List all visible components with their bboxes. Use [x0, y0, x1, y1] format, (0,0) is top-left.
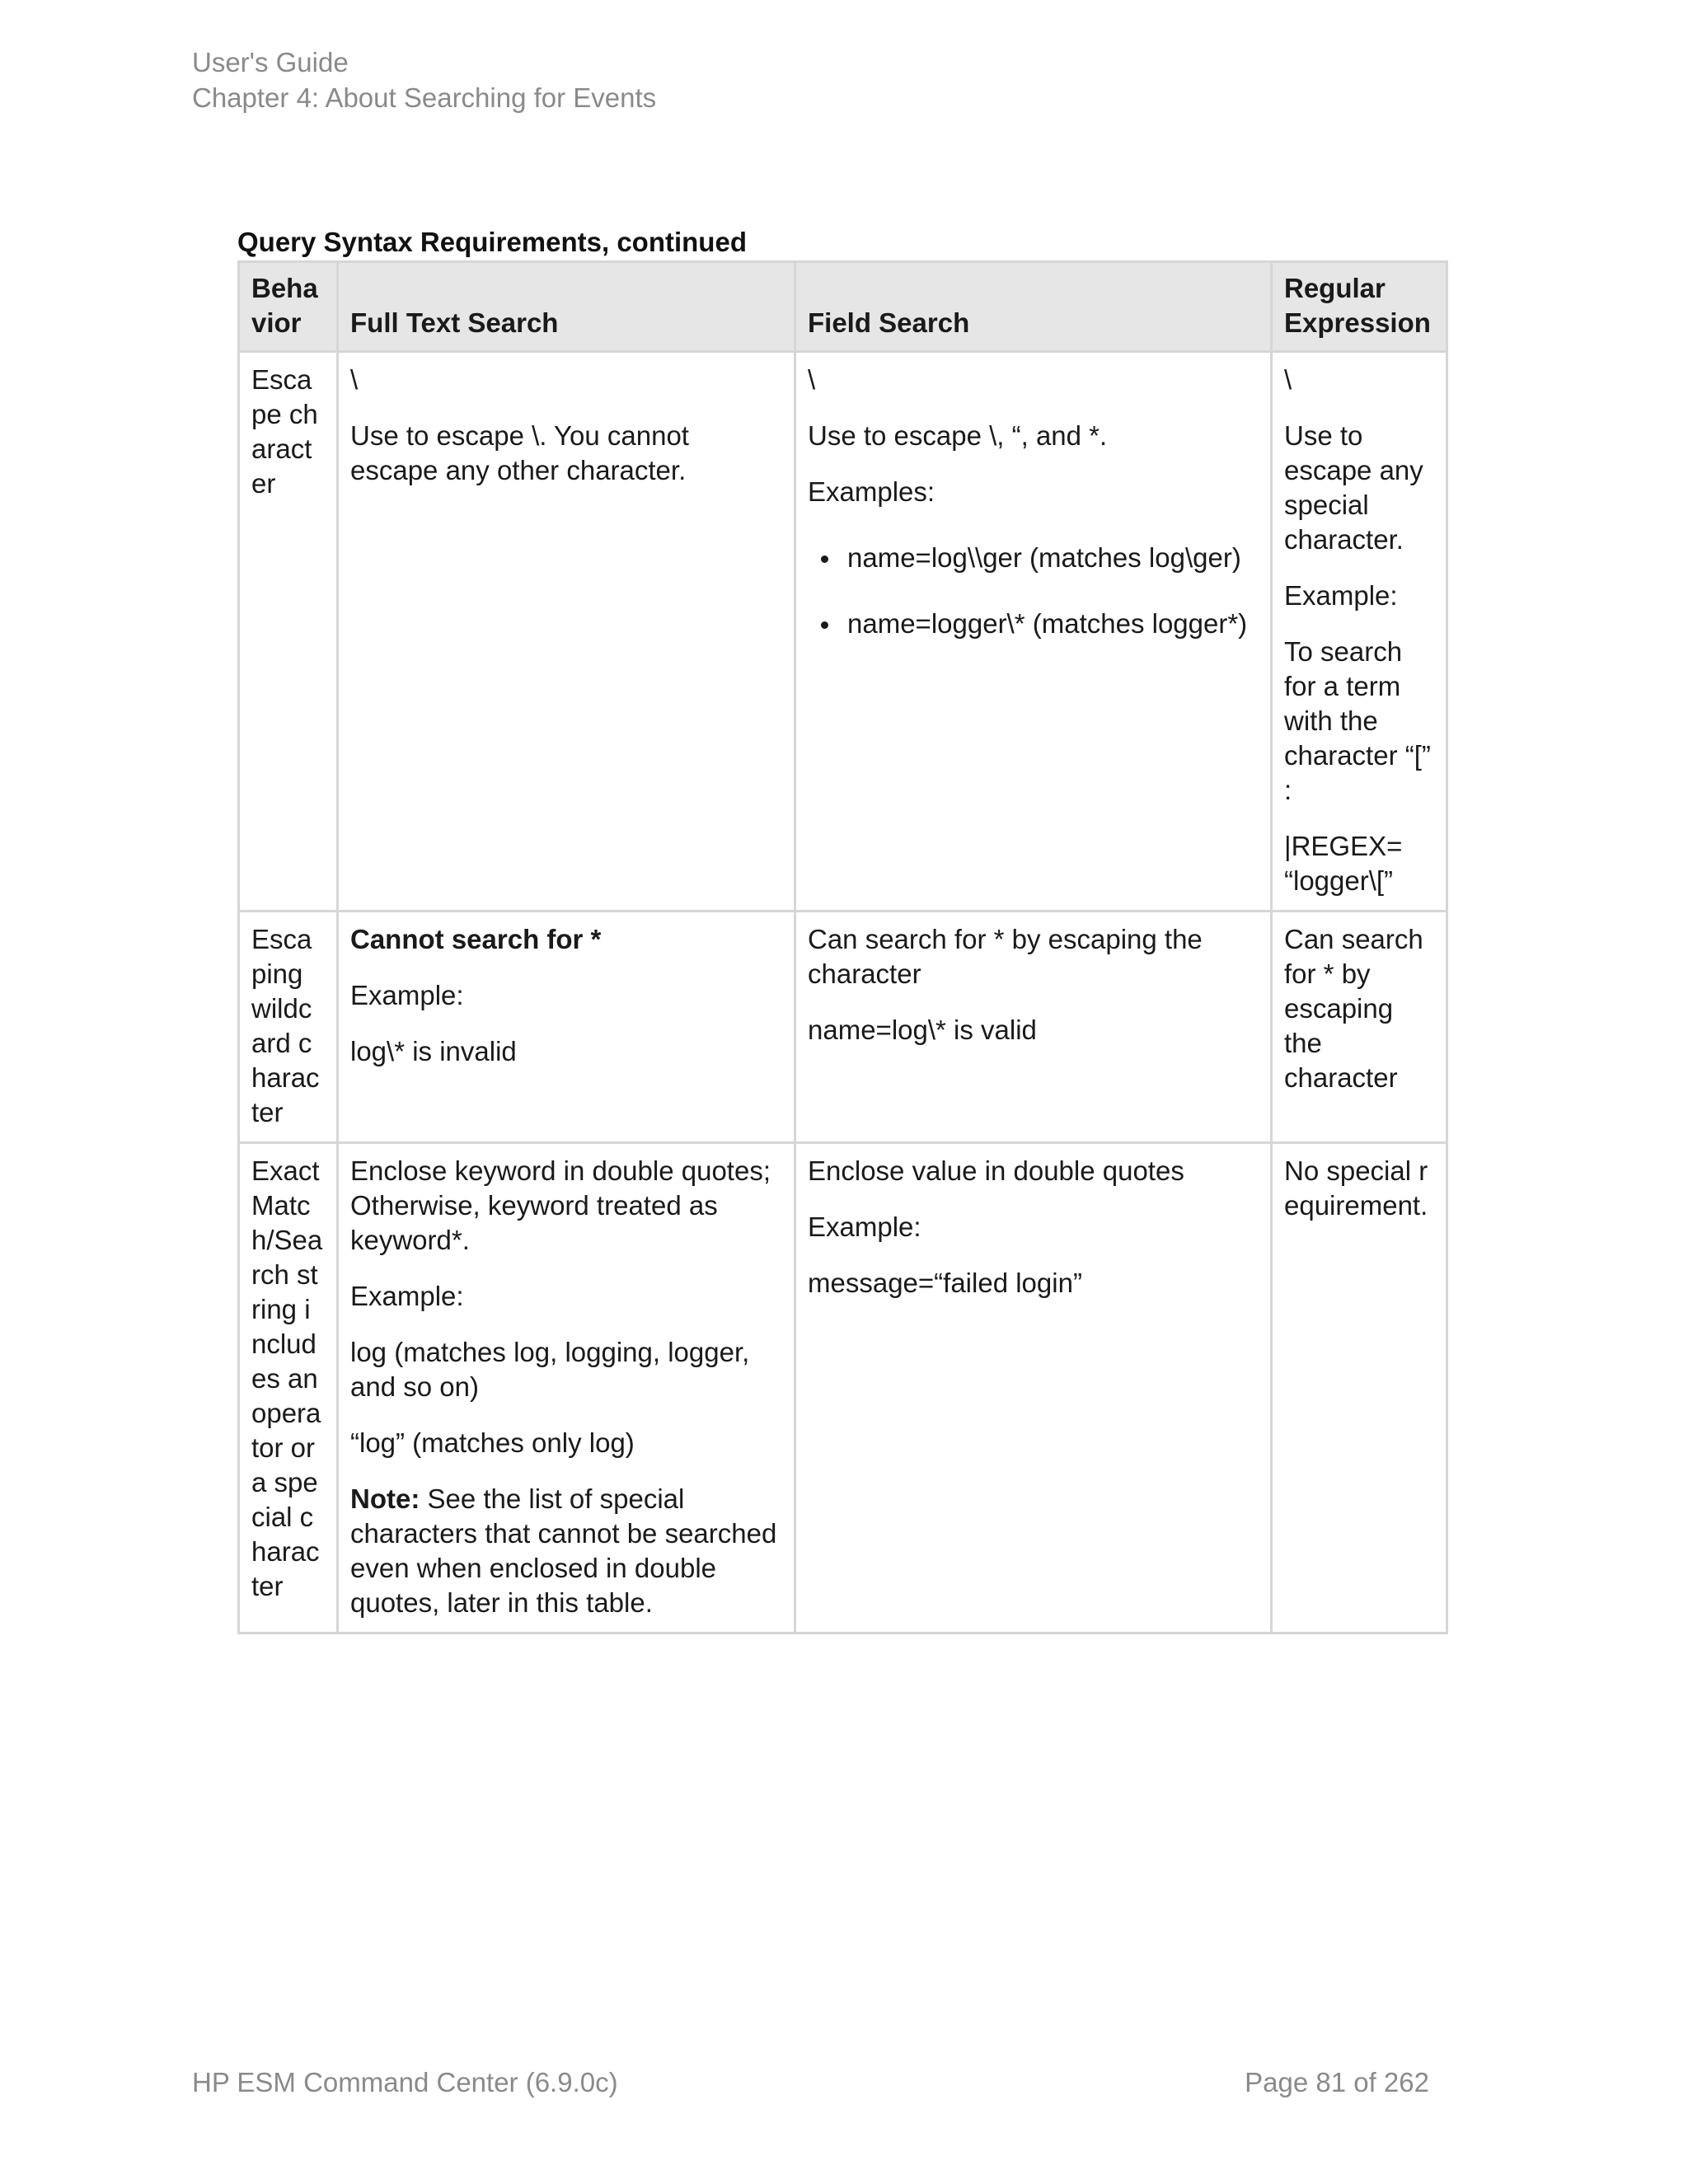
example-text: “log” (matches only log) — [350, 1427, 635, 1458]
behavior-cell: Escape character — [239, 352, 338, 912]
field-search-cell — [795, 352, 1272, 912]
footer-product: HP ESM Command Center (6.9.0c) — [192, 2067, 618, 2097]
escape-symbol: \ — [350, 364, 359, 395]
footer-page-number: Page 81 of 262 — [1245, 2067, 1429, 2097]
regex-cell: No special requirement. — [1272, 1143, 1447, 1633]
note-label: Note: — [350, 1483, 420, 1514]
escape-symbol: \ — [1284, 364, 1292, 395]
example-label: Example: — [1284, 580, 1398, 611]
example-text: name=log\* is valid — [808, 1015, 1037, 1045]
column-header-regular-expression: Regular Expression — [1272, 262, 1447, 352]
example-label: Example: — [808, 1212, 921, 1242]
example-label: Example: — [350, 1281, 464, 1311]
field-search-cell — [795, 912, 1272, 1143]
cell-text: Enclose keyword in double quotes; Otherwise, keyword treated as keyword*. — [350, 1155, 771, 1255]
table-caption: Query Syntax Requirements, continued — [237, 227, 747, 257]
column-header-field-search: Field Search — [795, 262, 1272, 352]
examples-label: Examples: — [808, 476, 935, 507]
table-row — [239, 352, 1447, 912]
chapter-title: Chapter 4: About Searching for Events — [192, 82, 657, 113]
example-text: To search for a term with the character “[” : — [1284, 636, 1431, 805]
examples-list — [808, 541, 1259, 641]
cell-text: Enclose value in double quotes — [808, 1155, 1184, 1186]
column-header-behavior: Behavior — [239, 262, 338, 352]
note-text: See the list of special characters that cannot be searched even when enclosed in double quotes, later in this table. — [350, 1483, 777, 1618]
behavior-cell: Escaping wildcard character — [239, 912, 338, 1143]
field-search-cell — [795, 1143, 1272, 1633]
note — [350, 1482, 782, 1620]
full-text-cell — [338, 1143, 795, 1633]
column-header-full-text-search: Full Text Search — [338, 262, 795, 352]
table-row — [239, 912, 1447, 1143]
example-code: |REGEX= “logger\[” — [1284, 831, 1403, 896]
cell-text: Can search for * by escaping the character — [1284, 924, 1423, 1093]
regex-cell — [1272, 352, 1447, 912]
regex-cell — [1272, 912, 1447, 1143]
full-text-cell — [338, 352, 795, 912]
list-item: name=log\\ger (matches log\ger) — [847, 541, 1259, 575]
query-syntax-table — [237, 260, 1448, 1634]
table-row — [239, 1143, 1447, 1633]
cell-text: Use to escape \, “, and *. — [808, 420, 1108, 451]
table-header-row — [239, 262, 1447, 352]
cell-heading: Cannot search for * — [350, 924, 602, 954]
cell-text: Use to escape any special character. — [1284, 420, 1423, 555]
running-header — [192, 45, 656, 115]
list-item: name=logger\* (matches logger*) — [847, 607, 1259, 641]
example-label: Example: — [350, 980, 464, 1010]
example-text: message=“failed login” — [808, 1268, 1082, 1298]
cell-text: Use to escape \. You cannot escape any other character. — [350, 420, 689, 485]
guide-title: User's Guide — [192, 47, 349, 77]
full-text-cell — [338, 912, 795, 1143]
behavior-cell: Exact Match/Search string includes an operator or a special character — [239, 1143, 338, 1633]
example-text: log\* is invalid — [350, 1036, 517, 1066]
cell-text: Can search for * by escaping the character — [808, 924, 1203, 989]
escape-symbol: \ — [808, 364, 816, 395]
example-text: log (matches log, logging, logger, and so on) — [350, 1337, 750, 1402]
